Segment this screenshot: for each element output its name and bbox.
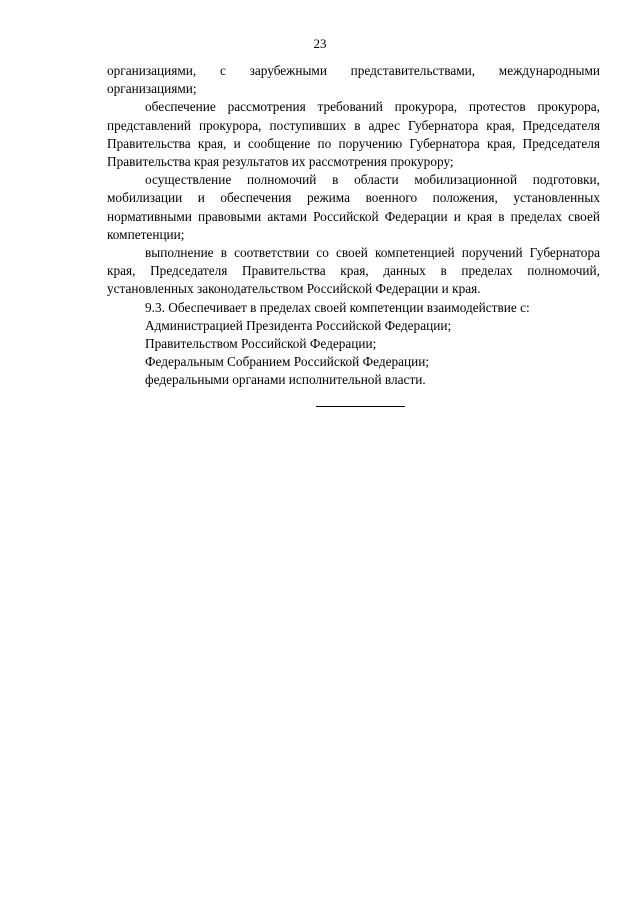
document-end-line xyxy=(316,406,405,407)
list-item-federal-assembly: Федеральным Собранием Российской Федерации; xyxy=(145,354,430,370)
list-item-federal-executive-bodies: федеральными органами исполнительной власти. xyxy=(145,372,426,388)
list-item-government: Правительством Российской Федерации; xyxy=(145,336,377,352)
paragraph-prosecutor-requests: обеспечение рассмотрения требований прокурора, протестов прокурора, представлений прокурора, поступивших в адрес Губернатора края, Председателя Правительства края, и сообщение по поручению Губернатора края, Председателя Правительства края результатов их рассмотрения прокурору; xyxy=(107,99,600,170)
paragraph-continuation: организациями, с зарубежными представительствами, международными организациями; xyxy=(107,63,600,97)
paragraph-section-9-3: 9.3. Обеспечивает в пределах своей компетенции взаимодействие с: xyxy=(145,299,530,315)
paragraph-governor-orders: выполнение в соответствии со своей компетенцией поручений Губернатора края, Председателя Правительства края, данных в пределах полномочий, установленных законодательством Российской Федерации и края. xyxy=(107,245,600,297)
document-body xyxy=(107,62,600,390)
list-item-presidential-administration: Администрацией Президента Российской Федерации; xyxy=(145,317,452,333)
page-number: 23 xyxy=(313,36,327,51)
paragraph-mobilization: осуществление полномочий в области мобилизационной подготовки, мобилизации и обеспечения режима военного положения, установленных нормативными правовыми актами Российской Федерации и края в пределах своей компетенции; xyxy=(107,172,600,242)
